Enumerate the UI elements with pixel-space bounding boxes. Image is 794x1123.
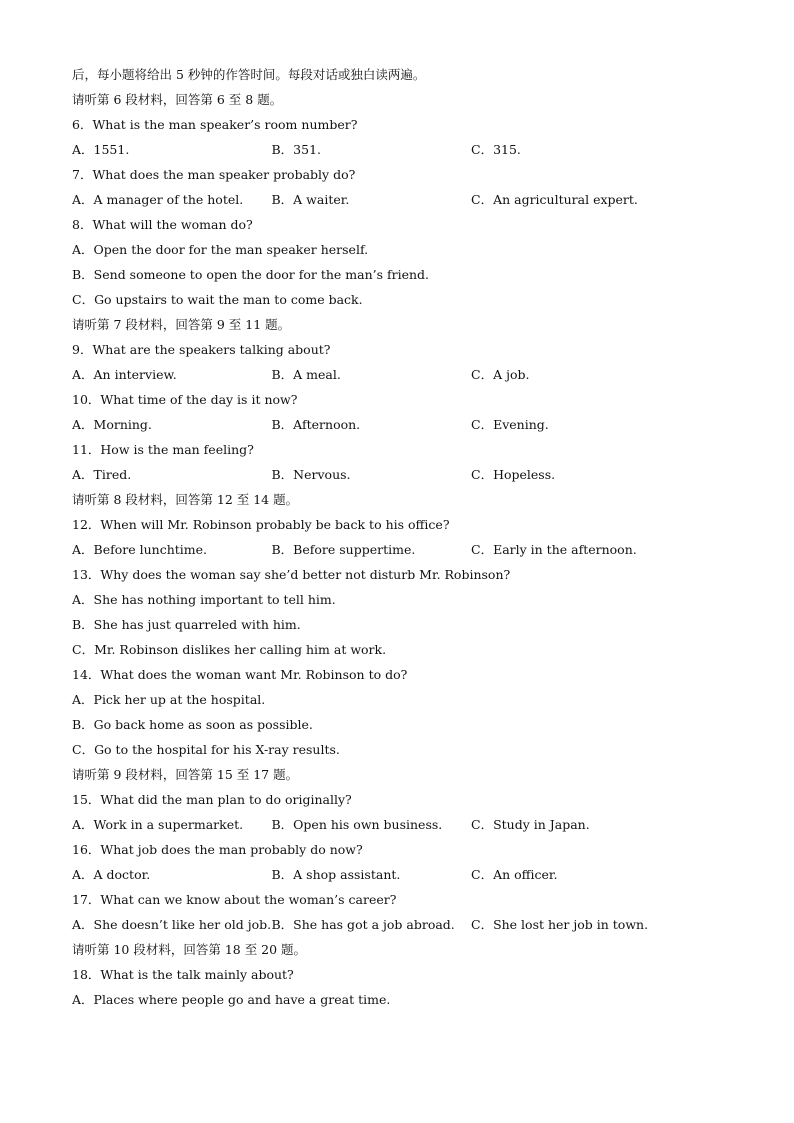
option-a: A．Places where people go and have a great time. <box>72 992 391 1007</box>
option-c: C．Evening. <box>471 417 549 432</box>
question-15: 15．What did the man plan to do originally? <box>72 792 352 807</box>
options-row <box>72 187 752 212</box>
options-row <box>72 137 752 162</box>
option-b: B．A waiter. <box>271 192 350 207</box>
option-a: A．Before lunchtime. <box>72 542 208 557</box>
options-row <box>72 462 752 487</box>
option-c: C．Go to the hospital for his X-ray results. <box>72 742 340 757</box>
options-row <box>72 412 752 437</box>
option-a: A．A doctor. <box>72 867 151 882</box>
option-a: A．Morning. <box>72 417 152 432</box>
option-a: A．A manager of the hotel. <box>72 192 244 207</box>
option-b: B．A meal. <box>271 367 341 382</box>
option-a: A．Work in a supermarket. <box>72 817 244 832</box>
options-row <box>72 862 752 887</box>
option-b: B．Open his own business. <box>271 817 443 832</box>
options-row <box>72 912 752 937</box>
question-6: 6．What is the man speaker’s room number? <box>72 117 358 132</box>
section-heading: 请听第 6 段材料，回答第 6 至 8 题。 <box>72 92 283 107</box>
text-line: 后，每小题将给出 5 秒钟的作答时间。每段对话或独白读两遍。 <box>72 67 426 82</box>
question-16: 16．What job does the man probably do now? <box>72 842 363 857</box>
option-c: C．She lost her job in town. <box>471 917 649 932</box>
document-page <box>72 62 752 1012</box>
question-14: 14．What does the woman want Mr. Robinson to do? <box>72 667 408 682</box>
section-heading: 请听第 7 段材料，回答第 9 至 11 题。 <box>72 317 291 332</box>
option-a: A．Pick her up at the hospital. <box>72 692 266 707</box>
option-c: C．Hopeless. <box>471 467 556 482</box>
option-b: B．She has got a job abroad. <box>271 917 455 932</box>
option-b: B．Nervous. <box>271 467 351 482</box>
option-b: B．Go back home as soon as possible. <box>72 717 313 732</box>
question-8: 8．What will the woman do? <box>72 217 253 232</box>
option-b: B．A shop assistant. <box>271 867 401 882</box>
option-c: C．Study in Japan. <box>471 817 590 832</box>
option-b: B．She has just quarreled with him. <box>72 617 301 632</box>
section-heading: 请听第 10 段材料，回答第 18 至 20 题。 <box>72 942 307 957</box>
section-heading: 请听第 9 段材料，回答第 15 至 17 题。 <box>72 767 299 782</box>
options-row <box>72 812 752 837</box>
option-a: A．Open the door for the man speaker herself. <box>72 242 369 257</box>
question-17: 17．What can we know about the woman’s career? <box>72 892 397 907</box>
question-10: 10．What time of the day is it now? <box>72 392 298 407</box>
option-a: A．1551. <box>72 142 130 157</box>
option-b: B．Send someone to open the door for the man’s friend. <box>72 267 430 282</box>
option-b: B．351. <box>271 142 322 157</box>
option-a: A．She doesn’t like her old job. <box>72 917 272 932</box>
option-c: C．315. <box>471 142 521 157</box>
option-c: C．Early in the afternoon. <box>471 542 637 557</box>
option-c: C．An officer. <box>471 867 558 882</box>
option-a: A．An interview. <box>72 367 177 382</box>
option-b: B．Before suppertime. <box>271 542 416 557</box>
option-b: B．Afternoon. <box>271 417 361 432</box>
option-c: C．Go upstairs to wait the man to come back. <box>72 292 363 307</box>
option-c: C．A job. <box>471 367 530 382</box>
question-7: 7．What does the man speaker probably do? <box>72 167 356 182</box>
question-13: 13．Why does the woman say she’d better not disturb Mr. Robinson? <box>72 567 511 582</box>
question-12: 12．When will Mr. Robinson probably be back to his office? <box>72 517 450 532</box>
option-a: A．She has nothing important to tell him. <box>72 592 336 607</box>
option-c: C．An agricultural expert. <box>471 192 638 207</box>
option-a: A．Tired. <box>72 467 132 482</box>
option-c: C．Mr. Robinson dislikes her calling him at work. <box>72 642 387 657</box>
section-heading: 请听第 8 段材料，回答第 12 至 14 题。 <box>72 492 299 507</box>
question-9: 9．What are the speakers talking about? <box>72 342 331 357</box>
question-11: 11．How is the man feeling? <box>72 442 254 457</box>
question-18: 18．What is the talk mainly about? <box>72 967 294 982</box>
options-row <box>72 362 752 387</box>
options-row <box>72 537 752 562</box>
